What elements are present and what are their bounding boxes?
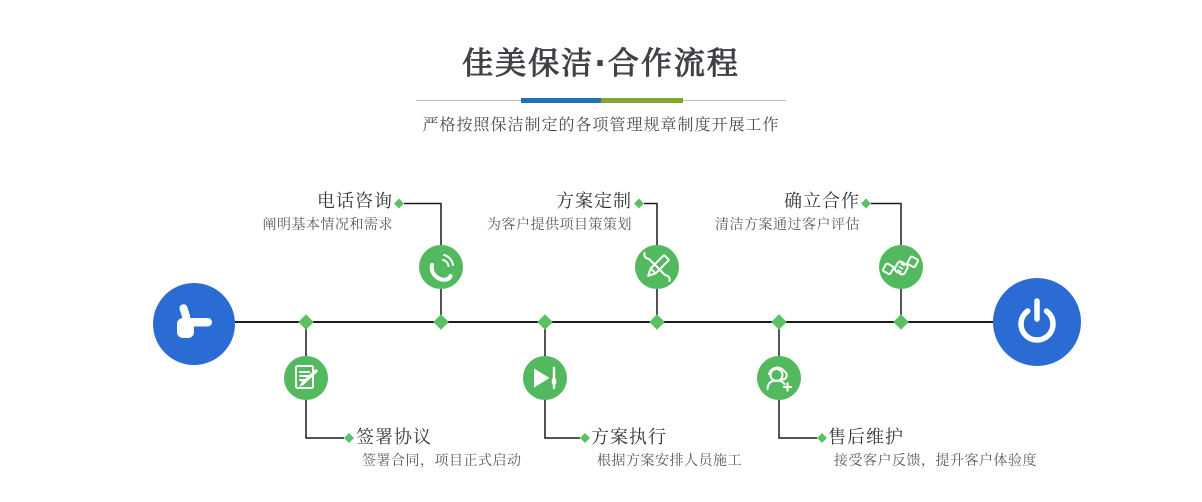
step-plan-customize-node — [635, 245, 679, 289]
step-title: 方案定制 — [556, 191, 632, 212]
step-phone-consult-node — [419, 245, 463, 289]
step-establish-coop-label — [715, 191, 860, 235]
timeline-start-node — [153, 283, 235, 365]
step-desc: 签署合同，项目正式启动 — [362, 453, 522, 469]
step-desc: 为客户提供项目策策划 — [487, 217, 632, 233]
step-sign-agreement-label — [356, 427, 522, 471]
step-phone-consult-label — [263, 191, 394, 235]
step-after-sales-label — [828, 427, 1037, 471]
step-plan-customize-label — [487, 191, 632, 235]
connector-lines — [305, 204, 901, 439]
step-plan-execute-node — [523, 356, 567, 400]
step-title: 电话咨询 — [317, 191, 393, 212]
step-desc: 清洁方案通过客户评估 — [715, 217, 860, 233]
step-title: 签署协议 — [356, 427, 432, 448]
step-after-sales-node — [757, 356, 801, 400]
step-desc: 阐明基本情况和需求 — [262, 217, 393, 233]
step-establish-coop-node — [879, 245, 923, 289]
step-sign-agreement-node — [284, 356, 328, 400]
step-title: 确立合作 — [784, 191, 860, 212]
step-title: 售后维护 — [828, 427, 904, 448]
page-title: 佳美保洁·合作流程 — [462, 46, 740, 82]
step-plan-execute-label — [591, 427, 742, 471]
page-subtitle: 严格按照保洁制定的各项管理规章制度开展工作 — [422, 115, 780, 134]
step-desc: 根据方案安排人员施工 — [597, 453, 742, 469]
timeline-end-node — [993, 278, 1081, 366]
label-diamonds — [344, 199, 871, 443]
step-desc: 接受客户反馈，提升客户体验度 — [834, 453, 1037, 469]
step-title: 方案执行 — [591, 427, 667, 448]
